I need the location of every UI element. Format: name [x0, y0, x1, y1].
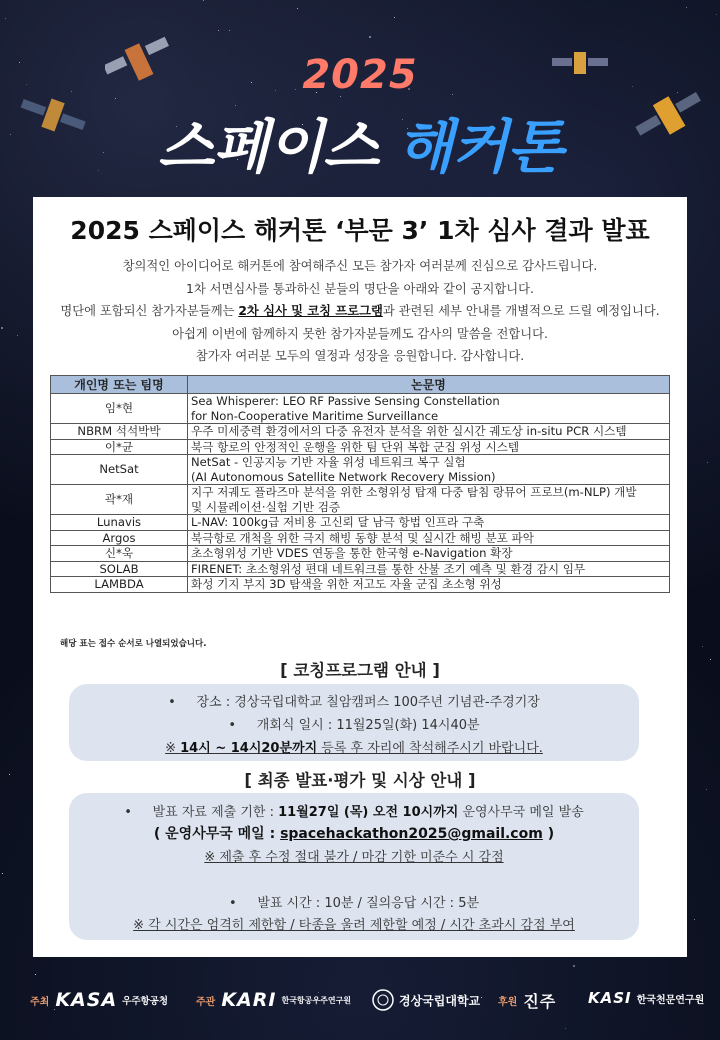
coaching-info-box — [69, 684, 639, 761]
table-row — [51, 546, 670, 562]
jinju-logo: 진주 — [523, 992, 557, 1011]
intro-line: 창의적인 아이디어로 해커톤에 참여해주신 모든 참가자 여러분께 진심으로 감사드립니다. — [122, 259, 598, 273]
paper-title-cell — [188, 515, 670, 531]
intro-text: 명단에 포함되신 참가자분들께는 — [60, 304, 239, 318]
note-bold: 14시 ~ 14시20분까지 — [180, 741, 318, 756]
hero-title-part1: 스페이스 — [157, 113, 398, 181]
final-time — [69, 892, 639, 911]
final-heading: [ 최종 발표·평가 및 시상 안내 ] — [244, 771, 476, 790]
sponsor-footer — [0, 975, 720, 1030]
host-label: 주최 — [30, 996, 50, 1008]
team-name-cell: 신*욱 — [51, 546, 188, 562]
hero-title — [0, 100, 720, 184]
kasi-name: 한국천문연구원 — [636, 994, 705, 1006]
coaching-place — [69, 691, 639, 710]
bullet: • — [228, 718, 237, 733]
announcement-card — [33, 197, 687, 957]
host-name: 우주항공청 — [122, 996, 169, 1007]
hero-title-part2: 해커톤 — [397, 113, 563, 181]
paper-title-cell — [188, 424, 670, 440]
hero-year: 2025 — [302, 52, 418, 98]
sponsor-label: 후원 — [498, 997, 518, 1008]
column-header-title: 논문명 — [188, 376, 670, 394]
paper-title-cell — [188, 561, 670, 577]
paper-title-line: for Non-Cooperative Maritime Surveillance — [191, 408, 439, 423]
paper-title-line: (AI Autonomous Satellite Network Recovery Mission) — [191, 469, 496, 484]
email-close: ) — [542, 826, 555, 842]
note-prefix: ※ — [165, 741, 181, 756]
table-row — [51, 394, 670, 424]
paper-title-cell — [188, 577, 670, 593]
paper-title-cell — [188, 485, 670, 515]
team-name-cell: 곽*재 — [51, 485, 188, 515]
bullet: • — [228, 896, 237, 911]
email-link[interactable]: spacehackathon2025@gmail.com — [280, 826, 543, 842]
team-name-cell: LAMBDA — [51, 577, 188, 593]
intro-line — [33, 300, 687, 323]
bullet: • — [124, 805, 132, 820]
paper-title-line: 북극항로 개척을 위한 극지 해빙 동향 분석 및 실시간 해빙 분포 파악 — [191, 530, 534, 545]
sponsor-logo-group — [498, 989, 556, 1012]
kasi-logo: KASI — [588, 989, 632, 1007]
final-info-box — [69, 793, 639, 940]
kasa-logo: KASA — [55, 989, 118, 1011]
paper-title-line: FIRENET: 초소형위성 편대 네트워크를 통한 산불 조기 예측 및 환경 감시 임무 — [191, 561, 586, 576]
table-row — [51, 561, 670, 577]
paper-title-line: 북극 항로의 안정적인 운행을 위한 팀 단위 복합 군집 위성 시스템 — [191, 439, 520, 454]
paper-title-line: 및 시뮬레이션·실험 기반 검증 — [191, 499, 341, 514]
page-title: 2025 스페이스 해커톤 ‘부문 3’ 1차 심사 결과 발표 — [70, 216, 650, 245]
host-logo-group — [30, 989, 168, 1011]
hero-banner — [0, 0, 720, 195]
team-name-cell: Argos — [51, 530, 188, 546]
organizer-logo-group — [196, 989, 351, 1011]
paper-title-line: Sea Whisperer: LEO RF Passive Sensing Constellation — [191, 394, 500, 408]
paper-title-line: NetSat - 인공지능 기반 자율 위성 네트워크 복구 실험 — [191, 455, 466, 469]
coaching-heading: [ 코칭프로그램 안내 ] — [280, 661, 440, 680]
paper-title-cell — [188, 546, 670, 562]
final-deadline — [69, 801, 639, 820]
intro-paragraph — [33, 255, 687, 368]
organizer-name: 한국항공우주연구원 — [281, 995, 352, 1005]
final-email-line — [69, 823, 639, 843]
email-label: ( 운영사무국 메일 : — [153, 826, 281, 842]
kasi-logo-group — [588, 989, 704, 1007]
team-name-cell: NetSat — [51, 455, 188, 485]
team-name-cell: 임*현 — [51, 394, 188, 424]
team-name-cell: Lunavis — [51, 515, 188, 531]
team-name-cell: SOLAB — [51, 561, 188, 577]
table-row — [51, 439, 670, 455]
final-time-text: 발표 시간 : 10분 / 질의응답 시간 : 5분 — [257, 896, 480, 911]
coaching-place-text: 장소 : 경상국립대학교 칠암캠퍼스 100주년 기념관-주경기장 — [196, 695, 540, 710]
deadline-bold: 11월27일 (목) 오전 10시까지 — [278, 805, 459, 820]
intro-line: 참가자 여러분 모두의 열정과 성장을 응원합니다. 감사합니다. — [195, 349, 525, 363]
final-time-note: ※ 각 시간은 엄격히 제한함 / 타종을 울려 제한할 예정 / 시간 초과시 감점 부여 — [133, 918, 575, 933]
university-seal-icon — [372, 989, 394, 1011]
table-row — [51, 515, 670, 531]
bullet: • — [168, 695, 176, 710]
team-name-cell: 이*균 — [51, 439, 188, 455]
paper-title-cell — [188, 394, 670, 424]
paper-title-cell — [188, 455, 670, 485]
coaching-note — [69, 737, 639, 756]
final-submit-note: ※ 제출 후 수정 절대 불가 / 마감 기한 미준수 시 감점 — [204, 850, 504, 865]
team-name-cell: NBRM 석석박박 — [51, 424, 188, 440]
paper-title-line: 지구 저궤도 플라즈마 분석을 위한 소형위성 탑재 다중 탐침 랑뮤어 프로브(m-NLP) 개발 — [191, 485, 637, 499]
intro-highlight: 2차 심사 및 코칭 프로그램 — [238, 304, 383, 318]
paper-title-line: 초소형위성 기반 VDES 연동을 통한 한국형 e-Navigation 확장 — [191, 546, 513, 560]
intro-line: 1차 서면심사를 통과하신 분들의 명단을 아래와 같이 공지합니다. — [186, 281, 534, 296]
table-row — [51, 577, 670, 593]
university-logo-group — [372, 989, 480, 1011]
table-row — [51, 424, 670, 440]
table-row — [51, 530, 670, 546]
paper-title-line: 우주 미세중력 환경에서의 다중 유전자 분석을 위한 실시간 궤도상 in-situ PCR 시스템 — [191, 424, 627, 438]
coaching-time-text: 개회식 일시 : 11월25일(화) 14시40분 — [256, 718, 480, 733]
table-footnote: 해당 표는 접수 순서로 나열되었습니다. — [60, 639, 207, 649]
coaching-time — [69, 714, 639, 733]
organizer-label: 주관 — [196, 996, 216, 1008]
kari-logo: KARI — [221, 989, 277, 1011]
table-header-row — [51, 376, 670, 394]
intro-line: 아쉽게 이번에 함께하지 못한 참가자분들께도 감사의 말씀을 전합니다. — [172, 326, 548, 341]
column-header-name: 개인명 또는 팀명 — [51, 376, 188, 394]
table-row — [51, 455, 670, 485]
deadline-rest: 운영사무국 메일 발송 — [458, 805, 584, 820]
paper-title-line: L-NAV: 100kg급 저비용 고신뢰 달 남극 항법 인프라 구축 — [191, 515, 485, 529]
paper-title-line: 화성 기지 부지 3D 탐색을 위한 저고도 자율 군집 초소형 위성 — [191, 577, 502, 591]
university-name: 경상국립대학교 — [399, 993, 481, 1008]
paper-title-cell — [188, 439, 670, 455]
deadline-label: 발표 자료 제출 기한 : — [152, 805, 279, 820]
intro-text: 과 관련된 세부 안내를 개별적으로 드릴 예정입니다. — [382, 304, 660, 318]
paper-title-cell — [188, 530, 670, 546]
table-row — [51, 485, 670, 515]
results-table — [50, 375, 670, 593]
note-rest: 등록 후 자리에 착석해주시기 바랍니다. — [317, 741, 543, 756]
